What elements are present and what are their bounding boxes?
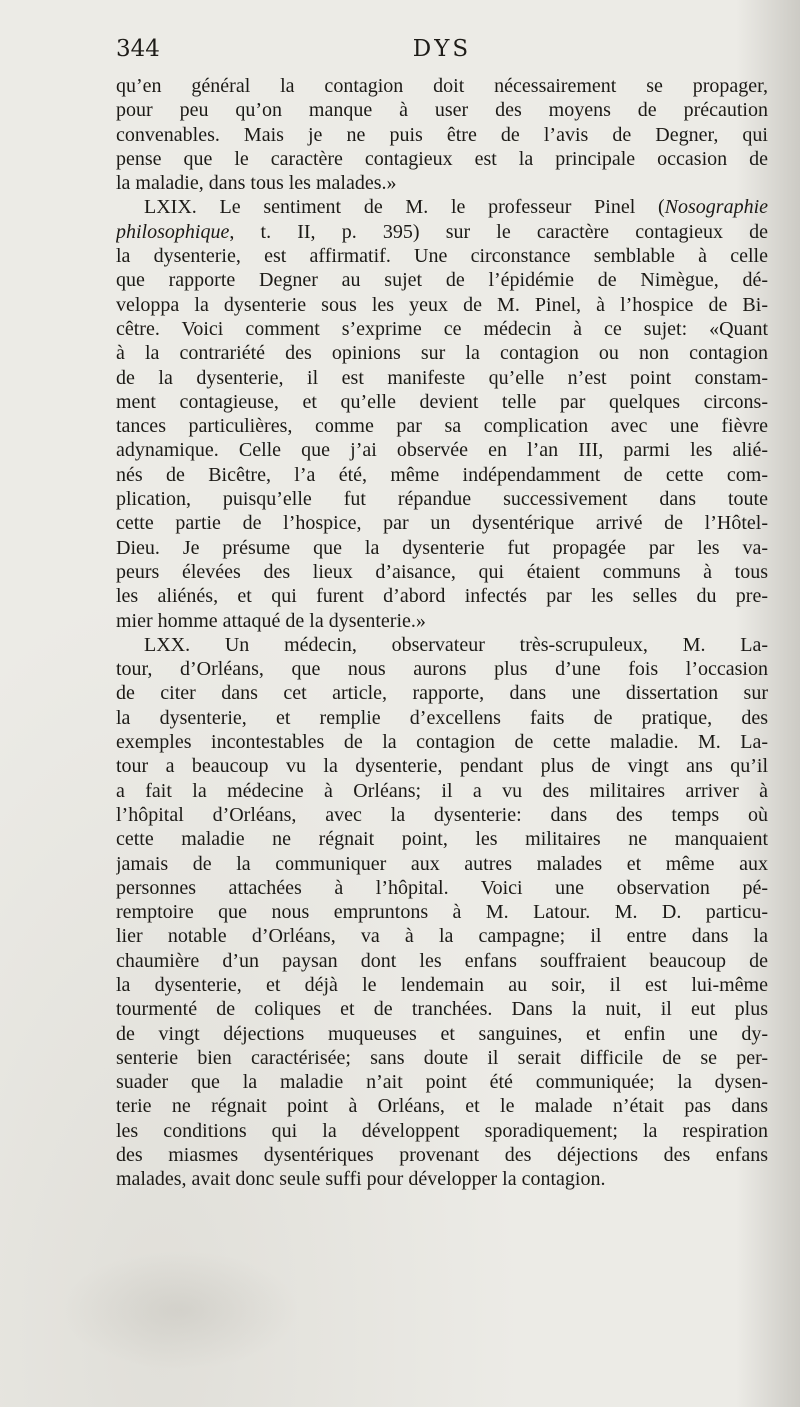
text-line: suader que la maladie n’ait point été communiquée; la dysen- (116, 1071, 768, 1094)
text-line: les aliénés, et qui furent d’abord infectés par les selles du pre- (116, 585, 768, 608)
text-line: de la dysenterie, il est manifeste qu’elle n’est point constam- (116, 366, 768, 389)
body-text (116, 74, 768, 1192)
text-line: Dieu. Je présume que la dysenterie fut propagée par les va- (116, 536, 768, 559)
paper-smudge (60, 1250, 300, 1370)
text-line: remptoire que nous empruntons à M. Latour. M. D. particu- (116, 901, 768, 924)
page-header (116, 36, 768, 68)
text-line: l’hôpital d’Orléans, avec la dysenterie: dans des temps où (116, 803, 768, 826)
text-line: lier notable d’Orléans, va à la campagne; il entre dans la (116, 925, 768, 948)
text-line: ment contagieuse, et qu’elle devient telle par quelques circons- (116, 390, 768, 413)
text-line: exemples incontestables de la contagion de cette maladie. M. La- (116, 731, 768, 754)
text-line: mier homme attaqué de la dysenterie.» (116, 609, 426, 632)
text-line: cêtre. Voici comment s’exprime ce médecin à ce sujet: «Quant (116, 317, 768, 340)
text-line: jamais de la communiquer aux autres malades et même aux (116, 852, 768, 875)
text-line: à la contrariété des opinions sur la contagion ou non contagion (116, 342, 768, 365)
text-line: malades, avait donc seule suffi pour développer la contagion. (116, 1168, 606, 1191)
text-line: de citer dans cet article, rapporte, dans une dissertation sur (116, 682, 768, 705)
text-line: la dysenterie, est affirmatif. Une circonstance semblable à celle (116, 245, 768, 268)
running-head: DYS (412, 36, 472, 62)
paragraph-lxix-start: LXIX. Le sentiment de M. le professeur Pinel (Nosographie (144, 196, 768, 219)
text-line: cette partie de l’hospice, par un dysentérique arrivé de l’Hôtel- (116, 512, 768, 535)
text-line: les conditions qui la développent sporadiquement; la respiration (116, 1119, 768, 1142)
text-line: tourmenté de coliques et de tranchées. Dans la nuit, il eut plus (116, 998, 768, 1021)
text-line: terie ne régnait point à Orléans, et le malade n’était pas dans (116, 1095, 768, 1118)
text-line: peurs élevées des lieux d’aisance, qui étaient communs à tous (116, 560, 768, 583)
page-number: 344 (116, 36, 160, 62)
text-line: la maladie, dans tous les malades.» (116, 172, 397, 195)
text-line: la dysenterie, et déjà le lendemain au soir, il est lui-même (116, 973, 768, 996)
text-line: la dysenterie, et remplie d’excellens faits de pratique, des (116, 706, 768, 729)
text-line: convenables. Mais je ne puis être de l’avis de Degner, qui (116, 123, 768, 146)
text-line: tances particulières, comme par sa complication avec une fièvre (116, 415, 768, 438)
text-line: que rapporte Degner au sujet de l’épidémie de Nimègue, dé- (116, 269, 768, 292)
text-line: a fait la médecine à Orléans; il a vu des militaires arriver à (116, 779, 768, 802)
paragraph-lxx-start: LXX. Un médecin, observateur très-scrupuleux, M. La- (144, 633, 768, 656)
text-line: senterie bien caractérisée; sans doute il serait difficile de se per- (116, 1046, 768, 1069)
text-line: pour peu qu’on manque à user des moyens de précaution (116, 99, 768, 122)
text-line: des miasmes dysentériques provenant des déjections des enfans (116, 1144, 768, 1167)
text-line: chaumière d’un paysan dont les enfans souffraient beaucoup de (116, 949, 768, 972)
text-line: nés de Bicêtre, l’a été, même indépendamment de cette com- (116, 463, 768, 486)
text-line: de vingt déjections muqueuses et sanguines, et enfin une dy- (116, 1022, 768, 1045)
text-line: cette maladie ne régnait point, les militaires ne manquaient (116, 828, 768, 851)
text-line: pense que le caractère contagieux est la principale occasion de (116, 147, 768, 170)
text-line: personnes attachées à l’hôpital. Voici une observation pé- (116, 876, 768, 899)
text-line: tour a beaucoup vu la dysenterie, pendant plus de vingt ans qu’il (116, 755, 768, 778)
text-line: qu’en général la contagion doit nécessairement se propager, (116, 75, 768, 97)
text-line: veloppa la dysenterie sous les yeux de M. Pinel, à l’hospice de Bi- (116, 293, 768, 316)
text-line: plication, puisqu’elle fut répandue successivement dans toute (116, 488, 768, 511)
text-line: adynamique. Celle que j’ai observée en l’an III, parmi les alié- (116, 439, 768, 462)
text-line: philosophique, t. II, p. 395) sur le caractère contagieux de (116, 220, 768, 243)
text-line: tour, d’Orléans, que nous aurons plus d’une fois l’occasion (116, 658, 768, 681)
